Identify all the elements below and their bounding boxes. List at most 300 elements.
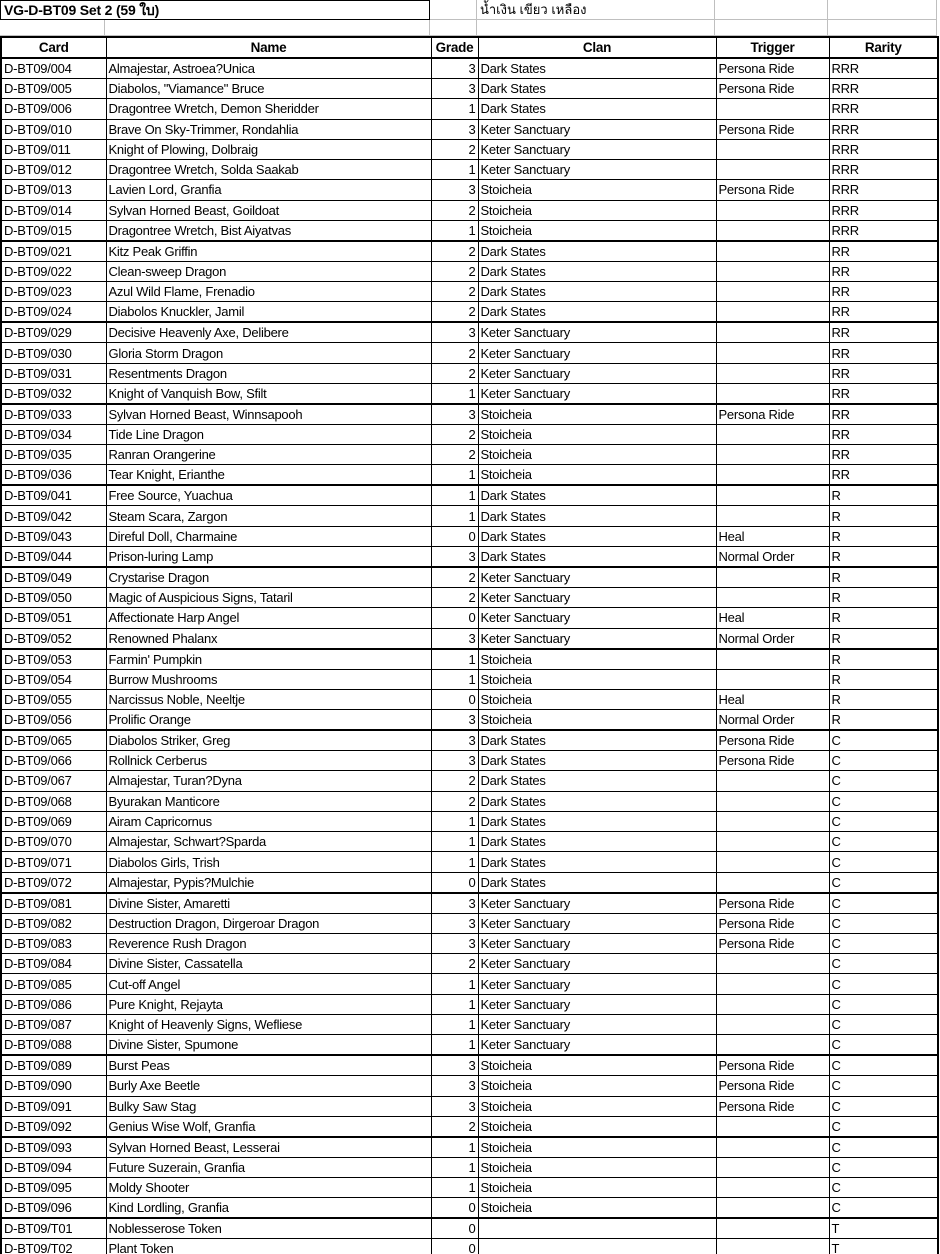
cell-rarity[interactable]: C — [829, 872, 938, 893]
cell-clan[interactable]: Dark States — [478, 811, 716, 831]
cell-name[interactable]: Genius Wise Wolf, Granfia — [106, 1116, 431, 1137]
cell-card[interactable]: D-BT09/043 — [1, 526, 106, 546]
cell-rarity[interactable]: RRR — [829, 99, 938, 119]
cell-grade[interactable]: 3 — [431, 58, 478, 79]
cell-rarity[interactable]: C — [829, 1137, 938, 1158]
cell-clan[interactable]: Stoicheia — [478, 1198, 716, 1219]
cell-grade[interactable]: 0 — [431, 1218, 478, 1239]
cell-card[interactable]: D-BT09/081 — [1, 893, 106, 914]
cell-card[interactable]: D-BT09/085 — [1, 974, 106, 994]
cell-grade[interactable]: 1 — [431, 1014, 478, 1034]
cell-card[interactable]: D-BT09/091 — [1, 1096, 106, 1116]
cell-rarity[interactable]: R — [829, 669, 938, 689]
cell-grade[interactable]: 2 — [431, 445, 478, 465]
cell-card[interactable]: D-BT09/090 — [1, 1076, 106, 1096]
cell-name[interactable]: Knight of Plowing, Dolbraig — [106, 139, 431, 159]
cell-rarity[interactable]: C — [829, 1014, 938, 1034]
cell-rarity[interactable]: C — [829, 751, 938, 771]
cell-clan[interactable]: Keter Sanctuary — [478, 587, 716, 607]
cell-trigger[interactable] — [716, 282, 829, 302]
cell-rarity[interactable]: R — [829, 526, 938, 546]
cell-clan[interactable]: Stoicheia — [478, 1178, 716, 1198]
cell-trigger[interactable] — [716, 465, 829, 486]
cell-clan[interactable]: Keter Sanctuary — [478, 139, 716, 159]
cell-grade[interactable]: 3 — [431, 1055, 478, 1076]
cell-rarity[interactable]: R — [829, 628, 938, 649]
cell-clan[interactable]: Stoicheia — [478, 404, 716, 425]
cell-clan[interactable]: Dark States — [478, 771, 716, 791]
cell-trigger[interactable] — [716, 485, 829, 506]
cell-rarity[interactable]: C — [829, 852, 938, 872]
cell-clan[interactable]: Dark States — [478, 730, 716, 751]
cell-name[interactable]: Brave On Sky-Trimmer, Rondahlia — [106, 119, 431, 139]
cell-trigger[interactable] — [716, 832, 829, 852]
cell-trigger[interactable] — [716, 343, 829, 363]
cell-rarity[interactable]: RRR — [829, 200, 938, 220]
cell-card[interactable]: D-BT09/051 — [1, 608, 106, 628]
cell-card[interactable]: D-BT09/065 — [1, 730, 106, 751]
cell-clan[interactable]: Stoicheia — [478, 200, 716, 220]
cell-clan[interactable]: Dark States — [478, 832, 716, 852]
cell-grade[interactable]: 1 — [431, 852, 478, 872]
cell-card[interactable]: D-BT09/095 — [1, 1178, 106, 1198]
cell-clan[interactable]: Dark States — [478, 302, 716, 323]
cell-rarity[interactable]: C — [829, 832, 938, 852]
cell-clan[interactable]: Stoicheia — [478, 1055, 716, 1076]
cell-clan[interactable]: Keter Sanctuary — [478, 933, 716, 953]
cell-grade[interactable]: 0 — [431, 1239, 478, 1254]
cell-grade[interactable]: 3 — [431, 933, 478, 953]
cell-clan[interactable]: Keter Sanctuary — [478, 893, 716, 914]
cell-grade[interactable]: 1 — [431, 465, 478, 486]
cell-trigger[interactable]: Persona Ride — [716, 1055, 829, 1076]
cell-grade[interactable]: 2 — [431, 424, 478, 444]
cell-trigger[interactable] — [716, 1178, 829, 1198]
cell-trigger[interactable] — [716, 872, 829, 893]
cell-name[interactable]: Almajestar, Pypis?Mulchie — [106, 872, 431, 893]
cell-card[interactable]: D-BT09/030 — [1, 343, 106, 363]
cell-name[interactable]: Gloria Storm Dragon — [106, 343, 431, 363]
cell-trigger[interactable] — [716, 567, 829, 588]
cell-clan[interactable] — [478, 1239, 716, 1254]
cell-clan[interactable]: Stoicheia — [478, 220, 716, 241]
cell-rarity[interactable]: RR — [829, 445, 938, 465]
empty-cell[interactable] — [105, 20, 430, 36]
cell-grade[interactable]: 2 — [431, 200, 478, 220]
cell-card[interactable]: D-BT09/088 — [1, 1035, 106, 1056]
cell-name[interactable]: Future Suzerain, Granfia — [106, 1157, 431, 1177]
empty-cell[interactable] — [828, 20, 937, 36]
cell-clan[interactable]: Dark States — [478, 99, 716, 119]
cell-name[interactable]: Burly Axe Beetle — [106, 1076, 431, 1096]
cell-rarity[interactable]: RRR — [829, 180, 938, 200]
cell-grade[interactable]: 1 — [431, 669, 478, 689]
set-title-cell[interactable]: VG-D-BT09 Set 2 (59 ใบ) — [0, 0, 430, 20]
cell-rarity[interactable]: R — [829, 608, 938, 628]
cell-card[interactable]: D-BT09/083 — [1, 933, 106, 953]
header-clan[interactable]: Clan — [478, 37, 716, 58]
cell-grade[interactable]: 0 — [431, 608, 478, 628]
empty-cell[interactable] — [430, 0, 477, 20]
cell-card[interactable]: D-BT09/021 — [1, 241, 106, 262]
cell-name[interactable]: Cut-off Angel — [106, 974, 431, 994]
cell-rarity[interactable]: T — [829, 1239, 938, 1254]
cell-clan[interactable]: Keter Sanctuary — [478, 608, 716, 628]
cell-trigger[interactable]: Persona Ride — [716, 913, 829, 933]
cell-clan[interactable]: Keter Sanctuary — [478, 994, 716, 1014]
cell-trigger[interactable]: Persona Ride — [716, 79, 829, 99]
cell-clan[interactable]: Keter Sanctuary — [478, 160, 716, 180]
cell-trigger[interactable]: Normal Order — [716, 710, 829, 731]
cell-rarity[interactable]: RRR — [829, 119, 938, 139]
cell-clan[interactable]: Keter Sanctuary — [478, 322, 716, 343]
cell-grade[interactable]: 3 — [431, 1096, 478, 1116]
cell-card[interactable]: D-BT09/086 — [1, 994, 106, 1014]
cell-rarity[interactable]: C — [829, 1198, 938, 1219]
cell-card[interactable]: D-BT09/071 — [1, 852, 106, 872]
cell-card[interactable]: D-BT09/042 — [1, 506, 106, 526]
cell-grade[interactable]: 3 — [431, 1076, 478, 1096]
cell-grade[interactable]: 1 — [431, 99, 478, 119]
cell-grade[interactable]: 2 — [431, 261, 478, 281]
cell-trigger[interactable]: Normal Order — [716, 546, 829, 567]
cell-grade[interactable]: 0 — [431, 872, 478, 893]
cell-trigger[interactable]: Heal — [716, 689, 829, 709]
cell-trigger[interactable]: Persona Ride — [716, 730, 829, 751]
cell-trigger[interactable] — [716, 99, 829, 119]
cell-name[interactable]: Byurakan Manticore — [106, 791, 431, 811]
cell-rarity[interactable]: C — [829, 1096, 938, 1116]
cell-rarity[interactable]: C — [829, 1116, 938, 1137]
cell-name[interactable]: Free Source, Yuachua — [106, 485, 431, 506]
cell-rarity[interactable]: C — [829, 974, 938, 994]
cell-clan[interactable]: Dark States — [478, 485, 716, 506]
cell-name[interactable]: Kind Lordling, Granfia — [106, 1198, 431, 1219]
cell-grade[interactable]: 1 — [431, 160, 478, 180]
cell-clan[interactable]: Stoicheia — [478, 1157, 716, 1177]
cell-trigger[interactable] — [716, 200, 829, 220]
cell-grade[interactable]: 3 — [431, 546, 478, 567]
cell-clan[interactable]: Stoicheia — [478, 710, 716, 731]
cell-rarity[interactable]: R — [829, 710, 938, 731]
empty-cell[interactable] — [430, 20, 477, 36]
cell-trigger[interactable] — [716, 139, 829, 159]
cell-trigger[interactable]: Persona Ride — [716, 893, 829, 914]
cell-trigger[interactable] — [716, 1239, 829, 1254]
cell-name[interactable]: Knight of Heavenly Signs, Wefliese — [106, 1014, 431, 1034]
cell-name[interactable]: Burst Peas — [106, 1055, 431, 1076]
cell-trigger[interactable]: Heal — [716, 608, 829, 628]
cell-clan[interactable]: Keter Sanctuary — [478, 628, 716, 649]
cell-card[interactable]: D-BT09/012 — [1, 160, 106, 180]
cell-trigger[interactable]: Persona Ride — [716, 404, 829, 425]
cell-trigger[interactable]: Persona Ride — [716, 751, 829, 771]
cell-rarity[interactable]: RR — [829, 322, 938, 343]
cell-clan[interactable]: Keter Sanctuary — [478, 567, 716, 588]
cell-rarity[interactable]: RRR — [829, 139, 938, 159]
cell-clan[interactable]: Stoicheia — [478, 445, 716, 465]
cell-grade[interactable]: 2 — [431, 302, 478, 323]
cell-card[interactable]: D-BT09/036 — [1, 465, 106, 486]
cell-trigger[interactable] — [716, 383, 829, 404]
cell-card[interactable]: D-BT09/066 — [1, 751, 106, 771]
cell-rarity[interactable]: C — [829, 893, 938, 914]
cell-name[interactable]: Airam Capricornus — [106, 811, 431, 831]
cell-card[interactable]: D-BT09/053 — [1, 649, 106, 670]
cell-trigger[interactable] — [716, 974, 829, 994]
cell-card[interactable]: D-BT09/013 — [1, 180, 106, 200]
cell-grade[interactable]: 3 — [431, 119, 478, 139]
cell-name[interactable]: Ranran Orangerine — [106, 445, 431, 465]
cell-grade[interactable]: 3 — [431, 730, 478, 751]
cell-card[interactable]: D-BT09/023 — [1, 282, 106, 302]
cell-card[interactable]: D-BT09/T01 — [1, 1218, 106, 1239]
cell-rarity[interactable]: R — [829, 546, 938, 567]
cell-name[interactable]: Tide Line Dragon — [106, 424, 431, 444]
cell-card[interactable]: D-BT09/093 — [1, 1137, 106, 1158]
cell-grade[interactable]: 3 — [431, 893, 478, 914]
cell-card[interactable]: D-BT09/068 — [1, 791, 106, 811]
header-grade[interactable]: Grade — [431, 37, 478, 58]
cell-rarity[interactable]: C — [829, 1178, 938, 1198]
cell-card[interactable]: D-BT09/054 — [1, 669, 106, 689]
cell-rarity[interactable]: R — [829, 567, 938, 588]
cell-grade[interactable]: 1 — [431, 649, 478, 670]
cell-rarity[interactable]: RRR — [829, 220, 938, 241]
cell-grade[interactable]: 3 — [431, 322, 478, 343]
cell-clan[interactable]: Dark States — [478, 79, 716, 99]
cell-card[interactable]: D-BT09/015 — [1, 220, 106, 241]
cell-card[interactable]: D-BT09/096 — [1, 1198, 106, 1219]
cell-name[interactable]: Decisive Heavenly Axe, Delibere — [106, 322, 431, 343]
cell-card[interactable]: D-BT09/069 — [1, 811, 106, 831]
cell-name[interactable]: Diabolos, "Viamance" Bruce — [106, 79, 431, 99]
cell-name[interactable]: Affectionate Harp Angel — [106, 608, 431, 628]
header-trigger[interactable]: Trigger — [716, 37, 829, 58]
cell-trigger[interactable]: Heal — [716, 526, 829, 546]
empty-cell[interactable] — [477, 20, 715, 36]
cell-trigger[interactable] — [716, 669, 829, 689]
cell-clan[interactable]: Dark States — [478, 852, 716, 872]
empty-cell[interactable] — [715, 20, 828, 36]
cell-clan[interactable]: Dark States — [478, 241, 716, 262]
cell-trigger[interactable] — [716, 424, 829, 444]
cell-card[interactable]: D-BT09/022 — [1, 261, 106, 281]
cell-grade[interactable]: 2 — [431, 241, 478, 262]
cell-rarity[interactable]: C — [829, 791, 938, 811]
cell-trigger[interactable] — [716, 1014, 829, 1034]
cell-name[interactable]: Clean-sweep Dragon — [106, 261, 431, 281]
cell-rarity[interactable]: C — [829, 730, 938, 751]
cell-trigger[interactable] — [716, 587, 829, 607]
cell-card[interactable]: D-BT09/087 — [1, 1014, 106, 1034]
cell-clan[interactable]: Dark States — [478, 526, 716, 546]
cell-clan[interactable]: Stoicheia — [478, 1137, 716, 1158]
cell-trigger[interactable] — [716, 220, 829, 241]
cell-grade[interactable]: 0 — [431, 689, 478, 709]
cell-name[interactable]: Burrow Mushrooms — [106, 669, 431, 689]
cell-rarity[interactable]: C — [829, 933, 938, 953]
cell-clan[interactable]: Dark States — [478, 872, 716, 893]
cell-trigger[interactable] — [716, 954, 829, 974]
cell-card[interactable]: D-BT09/006 — [1, 99, 106, 119]
cell-name[interactable]: Narcissus Noble, Neeltje — [106, 689, 431, 709]
cell-trigger[interactable] — [716, 160, 829, 180]
cell-card[interactable]: D-BT09/044 — [1, 546, 106, 567]
cell-name[interactable]: Divine Sister, Spumone — [106, 1035, 431, 1056]
header-card[interactable]: Card — [1, 37, 106, 58]
cell-rarity[interactable]: RR — [829, 383, 938, 404]
cell-clan[interactable]: Stoicheia — [478, 689, 716, 709]
cell-name[interactable]: Farmin' Pumpkin — [106, 649, 431, 670]
cell-clan[interactable]: Keter Sanctuary — [478, 119, 716, 139]
cell-name[interactable]: Prolific Orange — [106, 710, 431, 731]
cell-name[interactable]: Azul Wild Flame, Frenadio — [106, 282, 431, 302]
empty-cell[interactable] — [715, 0, 828, 20]
cell-trigger[interactable] — [716, 445, 829, 465]
cell-name[interactable]: Reverence Rush Dragon — [106, 933, 431, 953]
cell-card[interactable]: D-BT09/056 — [1, 710, 106, 731]
cell-trigger[interactable] — [716, 506, 829, 526]
cell-rarity[interactable]: RR — [829, 424, 938, 444]
cell-name[interactable]: Kitz Peak Griffin — [106, 241, 431, 262]
cell-clan[interactable]: Keter Sanctuary — [478, 1035, 716, 1056]
cell-card[interactable]: D-BT09/072 — [1, 872, 106, 893]
cell-clan[interactable]: Keter Sanctuary — [478, 383, 716, 404]
cell-grade[interactable]: 2 — [431, 343, 478, 363]
cell-rarity[interactable]: C — [829, 1035, 938, 1056]
cell-rarity[interactable]: C — [829, 994, 938, 1014]
cell-trigger[interactable] — [716, 1198, 829, 1219]
cell-clan[interactable] — [478, 1218, 716, 1239]
cell-trigger[interactable] — [716, 1157, 829, 1177]
cell-grade[interactable]: 1 — [431, 220, 478, 241]
cell-clan[interactable]: Dark States — [478, 58, 716, 79]
cell-name[interactable]: Diabolos Girls, Trish — [106, 852, 431, 872]
cell-name[interactable]: Renowned Phalanx — [106, 628, 431, 649]
cell-rarity[interactable]: C — [829, 771, 938, 791]
cell-trigger[interactable]: Normal Order — [716, 628, 829, 649]
cell-clan[interactable]: Stoicheia — [478, 669, 716, 689]
cell-card[interactable]: D-BT09/004 — [1, 58, 106, 79]
cell-grade[interactable]: 3 — [431, 404, 478, 425]
cell-grade[interactable]: 1 — [431, 1178, 478, 1198]
cell-grade[interactable]: 2 — [431, 567, 478, 588]
cell-clan[interactable]: Dark States — [478, 261, 716, 281]
cell-card[interactable]: D-BT09/089 — [1, 1055, 106, 1076]
cell-grade[interactable]: 3 — [431, 180, 478, 200]
cell-rarity[interactable]: RR — [829, 241, 938, 262]
cell-card[interactable]: D-BT09/092 — [1, 1116, 106, 1137]
cell-grade[interactable]: 3 — [431, 913, 478, 933]
cell-clan[interactable]: Dark States — [478, 546, 716, 567]
cell-trigger[interactable]: Persona Ride — [716, 933, 829, 953]
cell-rarity[interactable]: RR — [829, 282, 938, 302]
cell-trigger[interactable] — [716, 363, 829, 383]
cell-name[interactable]: Resentments Dragon — [106, 363, 431, 383]
cell-grade[interactable]: 3 — [431, 628, 478, 649]
thai-note-cell[interactable]: น้ำเงิน เขียว เหลือง — [477, 0, 715, 20]
cell-name[interactable]: Pure Knight, Rejayta — [106, 994, 431, 1014]
cell-card[interactable]: D-BT09/094 — [1, 1157, 106, 1177]
cell-clan[interactable]: Stoicheia — [478, 1096, 716, 1116]
cell-card[interactable]: D-BT09/031 — [1, 363, 106, 383]
cell-clan[interactable]: Stoicheia — [478, 1116, 716, 1137]
cell-clan[interactable]: Dark States — [478, 282, 716, 302]
cell-grade[interactable]: 1 — [431, 1157, 478, 1177]
header-rarity[interactable]: Rarity — [829, 37, 938, 58]
cell-rarity[interactable]: C — [829, 954, 938, 974]
cell-name[interactable]: Magic of Auspicious Signs, Tataril — [106, 587, 431, 607]
cell-trigger[interactable]: Persona Ride — [716, 119, 829, 139]
cell-rarity[interactable]: C — [829, 1055, 938, 1076]
cell-trigger[interactable] — [716, 1218, 829, 1239]
cell-rarity[interactable]: RR — [829, 404, 938, 425]
cell-rarity[interactable]: RR — [829, 302, 938, 323]
cell-card[interactable]: D-BT09/010 — [1, 119, 106, 139]
cell-clan[interactable]: Dark States — [478, 751, 716, 771]
cell-rarity[interactable]: RR — [829, 261, 938, 281]
cell-grade[interactable]: 3 — [431, 710, 478, 731]
cell-grade[interactable]: 1 — [431, 1035, 478, 1056]
cell-grade[interactable]: 1 — [431, 383, 478, 404]
cell-grade[interactable]: 1 — [431, 811, 478, 831]
cell-name[interactable]: Dragontree Wretch, Demon Sheridder — [106, 99, 431, 119]
cell-grade[interactable]: 2 — [431, 771, 478, 791]
cell-card[interactable]: D-BT09/041 — [1, 485, 106, 506]
cell-name[interactable]: Dragontree Wretch, Solda Saakab — [106, 160, 431, 180]
cell-trigger[interactable] — [716, 322, 829, 343]
cell-card[interactable]: D-BT09/032 — [1, 383, 106, 404]
cell-card[interactable]: D-BT09/014 — [1, 200, 106, 220]
cell-trigger[interactable] — [716, 1035, 829, 1056]
cell-rarity[interactable]: RRR — [829, 79, 938, 99]
cell-name[interactable]: Bulky Saw Stag — [106, 1096, 431, 1116]
cell-card[interactable]: D-BT09/067 — [1, 771, 106, 791]
cell-grade[interactable]: 0 — [431, 1198, 478, 1219]
cell-trigger[interactable] — [716, 771, 829, 791]
cell-name[interactable]: Prison-luring Lamp — [106, 546, 431, 567]
cell-name[interactable]: Sylvan Horned Beast, Lesserai — [106, 1137, 431, 1158]
cell-card[interactable]: D-BT09/005 — [1, 79, 106, 99]
cell-name[interactable]: Tear Knight, Erianthe — [106, 465, 431, 486]
cell-name[interactable]: Knight of Vanquish Bow, Sfilt — [106, 383, 431, 404]
cell-trigger[interactable] — [716, 791, 829, 811]
cell-name[interactable]: Almajestar, Astroea?Unica — [106, 58, 431, 79]
cell-name[interactable]: Steam Scara, Zargon — [106, 506, 431, 526]
cell-clan[interactable]: Keter Sanctuary — [478, 954, 716, 974]
cell-name[interactable]: Crystarise Dragon — [106, 567, 431, 588]
cell-trigger[interactable] — [716, 1137, 829, 1158]
cell-trigger[interactable] — [716, 1116, 829, 1137]
cell-trigger[interactable] — [716, 852, 829, 872]
cell-trigger[interactable]: Persona Ride — [716, 180, 829, 200]
cell-card[interactable]: D-BT09/T02 — [1, 1239, 106, 1254]
cell-grade[interactable]: 1 — [431, 974, 478, 994]
cell-clan[interactable]: Dark States — [478, 506, 716, 526]
cell-name[interactable]: Lavien Lord, Granfia — [106, 180, 431, 200]
cell-card[interactable]: D-BT09/082 — [1, 913, 106, 933]
cell-card[interactable]: D-BT09/035 — [1, 445, 106, 465]
cell-name[interactable]: Diabolos Striker, Greg — [106, 730, 431, 751]
cell-card[interactable]: D-BT09/029 — [1, 322, 106, 343]
cell-rarity[interactable]: C — [829, 1076, 938, 1096]
cell-trigger[interactable] — [716, 302, 829, 323]
cell-rarity[interactable]: R — [829, 506, 938, 526]
cell-grade[interactable]: 2 — [431, 1116, 478, 1137]
cell-name[interactable]: Almajestar, Schwart?Sparda — [106, 832, 431, 852]
cell-name[interactable]: Divine Sister, Cassatella — [106, 954, 431, 974]
